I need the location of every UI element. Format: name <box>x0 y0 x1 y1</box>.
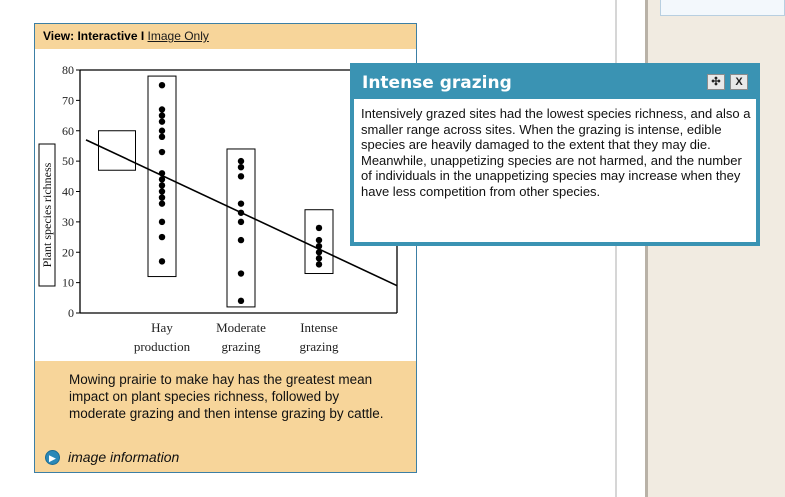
view-label: View: <box>43 29 75 43</box>
y-tick-label: 10 <box>62 275 74 290</box>
data-point <box>159 106 165 112</box>
range-box <box>99 131 136 170</box>
caption-text: Mowing prairie to make hay has the greatest mean impact on plant species richness, followed by moderate grazing and then intense grazing by cattle. <box>69 372 384 421</box>
image-information-label[interactable]: image information <box>68 449 180 465</box>
view-separator: I <box>140 29 145 43</box>
data-point <box>316 261 322 267</box>
image-information-link[interactable] <box>45 449 179 466</box>
data-point <box>316 243 322 249</box>
view-image-only-link[interactable]: Image Only <box>147 29 209 43</box>
data-point <box>238 200 244 206</box>
data-point <box>159 82 165 88</box>
y-tick-label: 30 <box>62 214 74 229</box>
data-point <box>159 194 165 200</box>
data-point <box>159 219 165 225</box>
y-tick-label: 50 <box>62 154 74 169</box>
x-category-label: Hay <box>151 320 173 335</box>
data-point <box>159 176 165 182</box>
y-tick-label: 70 <box>62 93 74 108</box>
x-category-label: Intense <box>300 320 338 335</box>
data-point <box>316 249 322 255</box>
y-tick-label: 60 <box>62 123 74 138</box>
close-icon[interactable]: X <box>730 74 748 90</box>
y-tick-label: 20 <box>62 245 74 260</box>
popup-header[interactable] <box>354 67 756 99</box>
data-point <box>159 128 165 134</box>
data-point <box>159 149 165 155</box>
data-point <box>159 118 165 124</box>
data-point <box>316 255 322 261</box>
sidebar-top-box <box>660 0 785 16</box>
data-point <box>238 298 244 304</box>
popup-body-text: Intensively grazed sites had the lowest species richness, and also a smaller range across sites. When the grazing is intense, edible species are heavily damaged to the extent that they may die. Meanwhile, unappetizing species are not harmed, and the number of individuals in the unappetizing species may increase when they have less competition from other species. <box>361 106 751 199</box>
y-tick-label: 80 <box>62 63 74 77</box>
play-circle-icon[interactable]: ▶ <box>45 450 60 465</box>
data-point <box>159 134 165 140</box>
y-tick-label: 40 <box>62 184 74 199</box>
data-point <box>238 210 244 216</box>
data-point <box>159 234 165 240</box>
x-category-label: production <box>133 339 191 354</box>
x-category-label: grazing <box>221 339 261 354</box>
data-point <box>159 188 165 194</box>
data-point <box>159 258 165 264</box>
data-point <box>159 112 165 118</box>
popup-title: Intense grazing <box>362 73 512 93</box>
data-point <box>238 237 244 243</box>
data-point <box>238 270 244 276</box>
range-box <box>227 149 255 307</box>
data-point <box>316 225 322 231</box>
move-icon[interactable]: ✣ <box>707 74 725 90</box>
x-category-label: Moderate <box>216 320 266 335</box>
data-point <box>316 237 322 243</box>
data-point <box>238 173 244 179</box>
data-point <box>159 182 165 188</box>
x-category-label: grazing <box>299 339 339 354</box>
caption-area <box>35 361 416 472</box>
y-axis-label: Plant species richness <box>40 162 54 268</box>
view-interactive-option[interactable]: Interactive <box>77 29 138 43</box>
view-bar <box>35 24 416 49</box>
y-tick-label: 0 <box>68 306 74 320</box>
popup-intense-grazing <box>350 63 760 246</box>
data-point <box>159 200 165 206</box>
data-point <box>238 219 244 225</box>
data-point <box>159 170 165 176</box>
data-point <box>238 164 244 170</box>
data-point <box>238 158 244 164</box>
